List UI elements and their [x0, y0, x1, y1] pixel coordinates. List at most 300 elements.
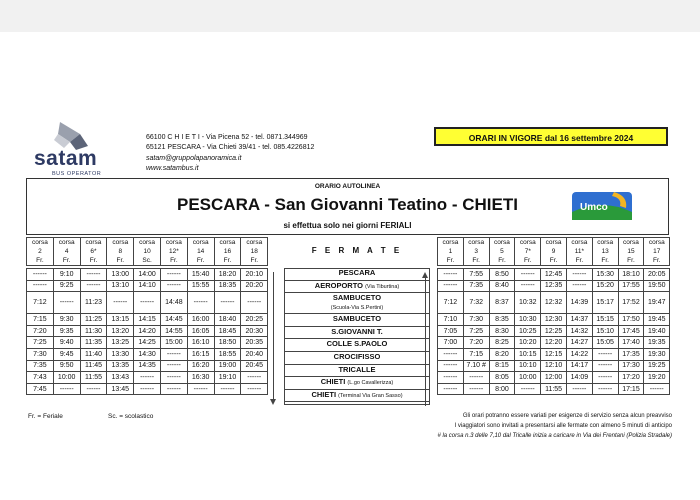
- outbound-header-cell: 8: [107, 247, 134, 256]
- outbound-header-cell: corsa: [53, 238, 80, 248]
- outbound-time-cell: 16:20: [187, 360, 214, 372]
- return-time-cell: 17:55: [618, 280, 644, 292]
- outbound-time-cell: 14:30: [134, 348, 161, 360]
- down-arrow-icon: [270, 399, 276, 405]
- outbound-time-cell: 14:10: [134, 280, 161, 292]
- outbound-header-cell: Fr.: [27, 256, 54, 266]
- stop-name: TRICALLE: [338, 364, 376, 374]
- outbound-time-cell: 7:35: [27, 360, 54, 372]
- return-time-cell: 15:15: [592, 314, 618, 326]
- outbound-time-cell: ------: [241, 372, 268, 384]
- return-table-row: [438, 348, 670, 360]
- outbound-header-cell: 12*: [160, 247, 187, 256]
- outbound-time-cell: ------: [80, 280, 107, 292]
- outbound-time-cell: 16:10: [187, 337, 214, 349]
- return-time-cell: 10:00: [515, 372, 541, 384]
- return-time-cell: 10:25: [515, 325, 541, 337]
- return-table-row: [438, 292, 670, 314]
- stop-name: SAMBUCETO: [332, 293, 382, 303]
- return-header-cell: 13: [592, 247, 618, 256]
- outbound-header-cell: corsa: [134, 238, 161, 248]
- outbound-time-cell: 20:20: [241, 280, 268, 292]
- outbound-time-cell: ------: [241, 383, 268, 395]
- stop-name: PESCARA: [338, 268, 376, 277]
- outbound-header-cell: 6*: [80, 247, 107, 256]
- outbound-table-row: [27, 314, 268, 326]
- outbound-header-cell: corsa: [241, 238, 268, 248]
- return-time-cell: ------: [592, 348, 618, 360]
- outbound-header-cell: Fr.: [107, 256, 134, 266]
- outbound-header-cell: Fr.: [214, 256, 241, 266]
- return-time-cell: 14:22: [566, 348, 592, 360]
- outbound-header-cell: 2: [27, 247, 54, 256]
- return-time-cell: ------: [438, 372, 464, 384]
- outbound-time-cell: ------: [160, 372, 187, 384]
- outbound-time-cell: 7:15: [27, 314, 54, 326]
- stop-name: S.GIOVANNI T.: [331, 326, 383, 336]
- return-time-cell: ------: [644, 383, 670, 395]
- return-time-cell: 15:10: [592, 325, 618, 337]
- fermate-heading: F E R M A T E: [311, 246, 403, 255]
- return-header-cell: Fr.: [515, 256, 541, 266]
- return-time-cell: 7:00: [438, 337, 464, 349]
- outbound-time-cell: 7:12: [27, 292, 54, 314]
- return-time-cell: 12:00: [541, 372, 567, 384]
- return-timetable: [437, 237, 670, 395]
- outbound-header-cell: 10: [134, 247, 161, 256]
- return-time-cell: ------: [438, 280, 464, 292]
- outbound-time-cell: 18:35: [214, 280, 241, 292]
- return-header-cell: 1: [438, 247, 464, 256]
- route-title: PESCARA - San Giovanni Teatino - CHIETI: [177, 195, 518, 214]
- return-time-cell: 19:20: [644, 372, 670, 384]
- return-header-cell: Fr.: [592, 256, 618, 266]
- return-time-cell: 10:10: [515, 360, 541, 372]
- outbound-time-cell: ------: [80, 269, 107, 281]
- return-time-cell: 8:50: [489, 269, 515, 281]
- outbound-header-cell: Fr.: [187, 256, 214, 266]
- outbound-time-cell: 15:40: [187, 269, 214, 281]
- stop-note: (L.go Cavallerizza): [347, 380, 394, 387]
- stop-name: SAMBUCETO: [332, 314, 382, 324]
- return-time-cell: 7:35: [463, 280, 489, 292]
- logo-subtext: BUS OPERATOR: [52, 171, 102, 177]
- return-header-cell: Fr.: [463, 256, 489, 266]
- outbound-time-cell: ------: [80, 383, 107, 395]
- outbound-time-cell: ------: [241, 292, 268, 314]
- return-time-cell: 18:10: [618, 269, 644, 281]
- outbound-timetable: [26, 237, 268, 395]
- up-arrow-icon: [422, 272, 428, 278]
- return-header-cell: Fr.: [489, 256, 515, 266]
- outbound-header-row: [27, 247, 268, 256]
- outbound-time-cell: ------: [53, 292, 80, 314]
- outbound-time-cell: 14:20: [134, 325, 161, 337]
- footnotes: [437, 411, 672, 441]
- return-time-cell: 17:40: [618, 337, 644, 349]
- outbound-time-cell: 9:25: [53, 280, 80, 292]
- outbound-table-row: [27, 325, 268, 337]
- return-time-cell: ------: [515, 280, 541, 292]
- return-header-cell: corsa: [515, 238, 541, 248]
- outbound-header-cell: 16: [214, 247, 241, 256]
- return-time-cell: 10:32: [515, 292, 541, 314]
- outbound-time-cell: 7:45: [27, 383, 54, 395]
- return-time-cell: 12:15: [541, 348, 567, 360]
- stop-item: [284, 339, 430, 352]
- footnote-tricalle: # la corsa n.3 delle 7,10 dal Tricalle inizia a caricare in Via dei Frentani (Polizia Stradale): [437, 433, 672, 439]
- outbound-time-cell: ------: [134, 383, 161, 395]
- return-header-cell: 5: [489, 247, 515, 256]
- outbound-time-cell: 18:50: [214, 337, 241, 349]
- stop-note: (Terminal Via Gran Sasso): [338, 392, 403, 399]
- return-time-cell: 14:37: [566, 314, 592, 326]
- address-block: [146, 133, 314, 173]
- return-header-cell: 9: [541, 247, 567, 256]
- return-table-row: [438, 325, 670, 337]
- outbound-header-cell: 18: [241, 247, 268, 256]
- outbound-time-cell: 20:10: [241, 269, 268, 281]
- return-time-cell: 12:35: [541, 280, 567, 292]
- stop-item: [284, 365, 430, 378]
- return-time-cell: 8:25: [489, 337, 515, 349]
- footnote-variation: Gli orari potranno essere variati per esigenze di servizio senza alcun preavviso: [462, 413, 672, 419]
- return-header-cell: Fr.: [541, 256, 567, 266]
- outbound-header-row: [27, 256, 268, 266]
- outbound-table-row: [27, 337, 268, 349]
- return-time-cell: 10:15: [515, 348, 541, 360]
- outbound-time-cell: 16:05: [187, 325, 214, 337]
- return-time-cell: 14:39: [566, 292, 592, 314]
- outbound-header-cell: corsa: [107, 238, 134, 248]
- return-time-cell: 12:20: [541, 337, 567, 349]
- outbound-time-cell: 13:10: [107, 280, 134, 292]
- return-time-cell: 7:15: [463, 348, 489, 360]
- outbound-table-row: [27, 360, 268, 372]
- outbound-time-cell: 20:45: [241, 360, 268, 372]
- outbound-time-cell: 13:30: [107, 348, 134, 360]
- return-time-cell: 15:17: [592, 292, 618, 314]
- outbound-time-cell: ------: [214, 383, 241, 395]
- outbound-time-cell: 14:55: [160, 325, 187, 337]
- legend-feriale: Fr. = Feriale: [28, 413, 63, 420]
- outbound-header-cell: corsa: [27, 238, 54, 248]
- return-time-cell: 14:27: [566, 337, 592, 349]
- return-time-cell: 7:10: [438, 314, 464, 326]
- outbound-header-cell: Fr.: [53, 256, 80, 266]
- return-time-cell: 15:20: [592, 280, 618, 292]
- return-header-cell: 11*: [566, 247, 592, 256]
- outbound-time-cell: 13:00: [107, 269, 134, 281]
- return-time-cell: 12:25: [541, 325, 567, 337]
- outbound-time-cell: 14:15: [134, 314, 161, 326]
- up-arrow-line: [425, 278, 426, 406]
- stop-name: CHIETI: [320, 377, 346, 387]
- logo-text: satam: [34, 147, 98, 170]
- outbound-time-cell: 11:30: [80, 325, 107, 337]
- outbound-time-cell: 13:45: [107, 383, 134, 395]
- return-table-row: [438, 360, 670, 372]
- address-line-chieti: 66100 C H I E T I - Via Picena 52 - tel. 0871.344969: [146, 134, 308, 141]
- outbound-time-cell: 15:55: [187, 280, 214, 292]
- outbound-table-row: [27, 383, 268, 395]
- outbound-table-row: [27, 292, 268, 314]
- return-time-cell: 10:20: [515, 337, 541, 349]
- outbound-time-cell: 16:00: [187, 314, 214, 326]
- return-time-cell: 12:45: [541, 269, 567, 281]
- outbound-time-cell: 18:45: [214, 325, 241, 337]
- return-time-cell: ------: [592, 360, 618, 372]
- stop-item: [284, 281, 430, 294]
- outbound-time-cell: 9:45: [53, 348, 80, 360]
- stop-name: AEROPORTO: [314, 280, 363, 290]
- stop-item: [284, 327, 430, 340]
- outbound-time-cell: 7:25: [27, 337, 54, 349]
- return-time-cell: 7:25: [463, 325, 489, 337]
- return-time-cell: 19:47: [644, 292, 670, 314]
- return-time-cell: 19:35: [644, 337, 670, 349]
- return-table-row: [438, 372, 670, 384]
- outbound-time-cell: 14:48: [160, 292, 187, 314]
- return-header-cell: corsa: [618, 238, 644, 248]
- return-time-cell: 17:50: [618, 314, 644, 326]
- return-time-cell: ------: [463, 383, 489, 395]
- stop-note: (Scuola-Via S.Pertini): [330, 305, 384, 312]
- outbound-time-cell: 11:25: [80, 314, 107, 326]
- outbound-header-cell: Fr.: [241, 256, 268, 266]
- outbound-time-cell: ------: [187, 383, 214, 395]
- return-time-cell: 17:52: [618, 292, 644, 314]
- return-time-cell: 8:37: [489, 292, 515, 314]
- return-header-row: [438, 238, 670, 248]
- outbound-time-cell: 9:35: [53, 325, 80, 337]
- outbound-time-cell: ------: [214, 292, 241, 314]
- return-time-cell: ------: [463, 372, 489, 384]
- outbound-time-cell: 9:40: [53, 337, 80, 349]
- return-time-cell: ------: [515, 269, 541, 281]
- outbound-time-cell: 9:30: [53, 314, 80, 326]
- return-time-cell: ------: [592, 372, 618, 384]
- outbound-time-cell: ------: [160, 360, 187, 372]
- return-table-row: [438, 383, 670, 395]
- website-text: www.satambus.it: [146, 164, 199, 172]
- return-header-cell: corsa: [541, 238, 567, 248]
- return-table-row: [438, 280, 670, 292]
- return-time-cell: 7:20: [463, 337, 489, 349]
- return-time-cell: ------: [566, 269, 592, 281]
- outbound-time-cell: ------: [187, 292, 214, 314]
- return-time-cell: 17:15: [618, 383, 644, 395]
- outbound-time-cell: ------: [160, 383, 187, 395]
- outbound-time-cell: 18:55: [214, 348, 241, 360]
- return-time-cell: ------: [566, 383, 592, 395]
- return-time-cell: 8:40: [489, 280, 515, 292]
- return-header-cell: Fr.: [618, 256, 644, 266]
- return-time-cell: 7.10 #: [463, 360, 489, 372]
- outbound-time-cell: 19:10: [214, 372, 241, 384]
- outbound-time-cell: 11:40: [80, 348, 107, 360]
- return-header-row: [438, 256, 670, 266]
- return-time-cell: ------: [438, 383, 464, 395]
- outbound-time-cell: 20:40: [241, 348, 268, 360]
- return-header-cell: Fr.: [438, 256, 464, 266]
- return-header-cell: Fr.: [566, 256, 592, 266]
- return-time-cell: 8:00: [489, 383, 515, 395]
- return-time-cell: ------: [515, 383, 541, 395]
- outbound-time-cell: 13:25: [107, 337, 134, 349]
- return-header-cell: corsa: [489, 238, 515, 248]
- return-time-cell: 19:30: [644, 348, 670, 360]
- outbound-time-cell: ------: [107, 292, 134, 314]
- outbound-time-cell: 20:30: [241, 325, 268, 337]
- outbound-time-cell: 9:10: [53, 269, 80, 281]
- outbound-table-row: [27, 348, 268, 360]
- down-arrow-line: [273, 272, 274, 400]
- return-time-cell: ------: [438, 348, 464, 360]
- outbound-time-cell: 14:45: [160, 314, 187, 326]
- return-header-cell: Fr.: [644, 256, 670, 266]
- return-time-cell: 19:25: [644, 360, 670, 372]
- footnote-arrival: I viaggiatori sono invitati a presentarsi alle fermate con almeno 5 minuti di anticipo: [454, 423, 672, 429]
- outbound-time-cell: 13:43: [107, 372, 134, 384]
- return-time-cell: 17:20: [618, 372, 644, 384]
- return-time-cell: 12:10: [541, 360, 567, 372]
- return-time-cell: 14:09: [566, 372, 592, 384]
- return-time-cell: 19:45: [644, 314, 670, 326]
- timetable-subtitle: ORARIO AUTOLINEA: [314, 183, 381, 190]
- outbound-time-cell: 18:40: [214, 314, 241, 326]
- outbound-time-cell: 11:45: [80, 360, 107, 372]
- return-time-cell: 8:15: [489, 360, 515, 372]
- outbound-header-cell: corsa: [160, 238, 187, 248]
- outbound-time-cell: ------: [134, 292, 161, 314]
- outbound-time-cell: 20:25: [241, 314, 268, 326]
- stop-item: [284, 314, 430, 327]
- outbound-time-cell: 10:00: [53, 372, 80, 384]
- return-time-cell: ------: [592, 383, 618, 395]
- outbound-time-cell: 14:35: [134, 360, 161, 372]
- return-time-cell: 14:17: [566, 360, 592, 372]
- outbound-time-cell: ------: [160, 348, 187, 360]
- outbound-header-cell: 14: [187, 247, 214, 256]
- return-header-cell: corsa: [566, 238, 592, 248]
- outbound-time-cell: ------: [160, 280, 187, 292]
- return-time-cell: 7:12: [438, 292, 464, 314]
- stop-name: CROCIFISSO: [333, 352, 381, 361]
- outbound-time-cell: 13:35: [107, 360, 134, 372]
- outbound-time-cell: ------: [53, 383, 80, 395]
- return-time-cell: 8:30: [489, 325, 515, 337]
- outbound-header-cell: 4: [53, 247, 80, 256]
- outbound-table-row: [27, 269, 268, 281]
- return-header-cell: 3: [463, 247, 489, 256]
- top-gray-band: [0, 0, 700, 32]
- outbound-header-cell: Fr.: [80, 256, 107, 266]
- outbound-time-cell: 16:30: [187, 372, 214, 384]
- outbound-time-cell: 11:35: [80, 337, 107, 349]
- return-time-cell: 14:32: [566, 325, 592, 337]
- stop-item: [284, 390, 430, 403]
- outbound-time-cell: 20:35: [241, 337, 268, 349]
- outbound-time-cell: 9:50: [53, 360, 80, 372]
- return-time-cell: 8:20: [489, 348, 515, 360]
- return-table-row: [438, 314, 670, 326]
- outbound-header-cell: corsa: [214, 238, 241, 248]
- address-line-pescara: 65121 PESCARA - Via Chieti 39/41 - tel. 085.4226812: [146, 143, 315, 151]
- return-time-cell: 7:05: [438, 325, 464, 337]
- return-table-row: [438, 269, 670, 281]
- outbound-time-cell: ------: [27, 280, 54, 292]
- return-time-cell: 7:30: [463, 314, 489, 326]
- return-time-cell: 17:35: [618, 348, 644, 360]
- return-time-cell: ------: [438, 269, 464, 281]
- outbound-time-cell: 11:55: [80, 372, 107, 384]
- outbound-time-cell: 7:43: [27, 372, 54, 384]
- outbound-time-cell: 13:15: [107, 314, 134, 326]
- weekday-note: si effettua solo nei giorni FERIALI: [283, 221, 412, 230]
- outbound-time-cell: 16:15: [187, 348, 214, 360]
- stop-item: [284, 352, 430, 365]
- return-time-cell: 10:30: [515, 314, 541, 326]
- return-time-cell: 7:32: [463, 292, 489, 314]
- return-time-cell: 20:05: [644, 269, 670, 281]
- umco-label: Umco: [580, 202, 608, 213]
- outbound-header-row: [27, 238, 268, 248]
- return-time-cell: ------: [438, 360, 464, 372]
- stop-item: [284, 293, 430, 314]
- outbound-time-cell: 18:20: [214, 269, 241, 281]
- outbound-time-cell: 7:20: [27, 325, 54, 337]
- outbound-time-cell: 7:30: [27, 348, 54, 360]
- outbound-table-row: [27, 372, 268, 384]
- return-time-cell: 17:45: [618, 325, 644, 337]
- stop-note: (Via Tiburtina): [365, 283, 400, 290]
- outbound-time-cell: ------: [134, 372, 161, 384]
- stop-item: [284, 377, 430, 390]
- return-time-cell: 12:32: [541, 292, 567, 314]
- outbound-time-cell: 15:00: [160, 337, 187, 349]
- return-time-cell: 8:35: [489, 314, 515, 326]
- return-table-row: [438, 337, 670, 349]
- return-header-cell: 15: [618, 247, 644, 256]
- return-header-cell: 17: [644, 247, 670, 256]
- legend-scolastico: Sc. = scolastico: [108, 413, 154, 420]
- email-text: satam@gruppolapanoramica.it: [146, 155, 242, 162]
- outbound-time-cell: 13:20: [107, 325, 134, 337]
- return-time-cell: 19:50: [644, 280, 670, 292]
- return-header-cell: corsa: [438, 238, 464, 248]
- return-time-cell: 11:55: [541, 383, 567, 395]
- outbound-table-row: [27, 280, 268, 292]
- return-time-cell: 15:05: [592, 337, 618, 349]
- return-time-cell: 15:30: [592, 269, 618, 281]
- umco-logo-icon: [568, 188, 636, 224]
- outbound-time-cell: ------: [27, 269, 54, 281]
- return-header-cell: corsa: [644, 238, 670, 248]
- outbound-time-cell: 14:25: [134, 337, 161, 349]
- outbound-header-cell: corsa: [187, 238, 214, 248]
- return-time-cell: ------: [566, 280, 592, 292]
- stop-name: CHIETI: [311, 389, 337, 399]
- stop-item: [284, 268, 430, 281]
- outbound-time-cell: 11:23: [80, 292, 107, 314]
- return-header-cell: 7*: [515, 247, 541, 256]
- return-time-cell: 19:40: [644, 325, 670, 337]
- outbound-header-cell: corsa: [80, 238, 107, 248]
- return-header-row: [438, 247, 670, 256]
- outbound-header-cell: Fr.: [160, 256, 187, 266]
- return-time-cell: 7:55: [463, 269, 489, 281]
